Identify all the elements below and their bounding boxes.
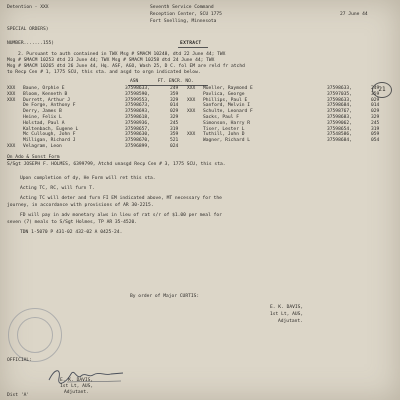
roster-asn: 37598673, — [125, 103, 150, 109]
roster-mark: XXX — [7, 143, 16, 149]
ado-body-line-4: journey, in accordance with provisions of AR 30-2215. — [7, 203, 154, 208]
roster-mark: XXX — [187, 97, 196, 103]
distribution-label: Dist 'A' — [7, 393, 30, 398]
ado-body-line-7: TDN 1-5070 P 431-02 432-02 A 0425-24. — [20, 230, 123, 235]
roster-number: 359 — [170, 91, 179, 97]
roster-asn: 37599553, — [125, 97, 150, 103]
roster-asn: 37548586, — [327, 132, 352, 138]
ado-body-line-5: FD will pay in adv monetary alws in lieu of rat s/r of $1.00 per meal for — [20, 213, 222, 218]
roster-name: Wagner, Richard L — [203, 138, 251, 144]
roster-name: Tiser, Lester L — [203, 126, 245, 132]
extract-title: EXTRACT — [180, 41, 202, 46]
roster-name: Sacks, Paul F — [203, 114, 239, 120]
roster-asn: 37599062, — [327, 120, 352, 126]
signatory-name: E. K. DAVIS, — [270, 305, 304, 310]
roster-number: 245 — [170, 120, 179, 126]
ado-body-line-3: Acting TC will deter and furn FI EM indicated above, MT necessary for the — [20, 196, 222, 201]
roster-name: Tuthill, John D — [203, 132, 245, 138]
roster-number: 521 — [170, 138, 179, 144]
roster-asn: 37598684, — [327, 138, 352, 144]
roster-name: Schulte, Leonard F — [203, 109, 253, 115]
special-orders-label: SPECIAL ORDERS) — [7, 27, 49, 32]
order-number: NUMBER.......155) — [7, 41, 55, 46]
ado-body-line-2: Acting TC, RC, will furn T. — [20, 186, 95, 191]
roster-mark: XXX — [7, 91, 16, 97]
roster-name: Derry, James B — [23, 109, 62, 115]
roster-name: Durrett, Arthur J — [23, 97, 71, 103]
roster-name: Baune, Orphie E — [23, 86, 65, 91]
roster-asn: 37598633, — [327, 97, 352, 103]
roster-number: 329 — [170, 114, 179, 120]
paragraph-line-1: 2. Pursuant to auth contained in TWX Msg # SMACM 10248, dtd 22 June 44; TWX — [18, 52, 226, 57]
roster-name: Phillips, Paul E — [203, 97, 248, 103]
roster-asn: 37598633, — [125, 86, 150, 91]
reception-center: Reception Center, SCU 1775 — [150, 12, 222, 17]
roster-number: 359 — [371, 91, 380, 97]
roster-name: Bloom, Kenneth B — [23, 91, 68, 97]
roster-asn: 37598654, — [327, 126, 352, 132]
roster-name: Simonson, Harry R — [203, 120, 251, 126]
official-signatory-title: Adjutant. — [64, 390, 89, 395]
roster-number: 029 — [371, 97, 380, 103]
roster-number: 029 — [371, 109, 380, 115]
ado-body-line-1: Upon completion of dy, He Form will ret this sta. — [20, 176, 156, 181]
roster-mark: XXX — [7, 86, 16, 91]
post-location: Fort Snelling, Minnesota — [150, 19, 217, 24]
roster-name: Holstad, Paul A — [23, 120, 65, 126]
roster-mark: XXX — [7, 97, 16, 103]
column-headers: ASN FT. ENCR. NO. — [130, 79, 194, 84]
roster-number: 249 — [371, 86, 380, 91]
ado-body-line-6: seven (7) meals to S/Sgt Holmes, TP AR 35-4520. — [7, 220, 137, 225]
roster-asn: 37598683, — [327, 114, 352, 120]
roster-number: 029 — [170, 109, 179, 115]
roster-name: Sanford, Melvin I — [203, 103, 251, 109]
roster-number: 319 — [170, 126, 179, 132]
roster-asn: 37598670, — [125, 138, 150, 144]
roster-name: Mc Cullough, John F — [23, 132, 76, 138]
roster-mark: XXX — [187, 132, 196, 138]
roster-asn: 37598618, — [125, 114, 150, 120]
official-label: OFFICIAL: — [7, 358, 32, 363]
roster-number: 059 — [371, 132, 380, 138]
roster-asn: 37598936, — [125, 120, 150, 126]
roster-mark: XXX — [187, 86, 196, 91]
roster-number: 024 — [170, 143, 179, 149]
roster-asn: 37596899, — [125, 143, 150, 149]
roster-number: 359 — [170, 132, 179, 138]
circled-annotation: 21 — [372, 82, 392, 98]
ado-assignment-line: S/Sgt JOSEPH F. HOLMES, 6399799, Atchd unasgd Recp Cen # 3, 1775 SCU, this sta. — [7, 162, 226, 167]
official-stamp — [8, 308, 62, 362]
roster-asn: 37598684, — [327, 103, 352, 109]
roster-mark: XXX — [187, 109, 196, 115]
roster-asn: 37598590, — [125, 91, 150, 97]
roster-asn: 37598693, — [125, 109, 150, 115]
roster-number: 054 — [371, 138, 380, 144]
roster-number: 249 — [170, 86, 179, 91]
roster-name: Pavlica, George — [203, 91, 245, 97]
roster-name: De Forge, Anthony F — [23, 103, 76, 109]
roster-asn: 37598767, — [327, 109, 352, 115]
roster-name: Kaltenbach, Eugene L — [23, 126, 79, 132]
roster-asn: 37598630, — [125, 132, 150, 138]
roster-number: 245 — [371, 120, 380, 126]
roster-number: 319 — [371, 126, 380, 132]
paragraph-line-2: Msg # SMACM 10253 dtd 23 June 44; TWX Msg # SMACM 10258 dtd 24 June 44; TWX — [7, 58, 215, 63]
roster-number: 014 — [170, 103, 179, 109]
roster-number: 014 — [371, 103, 380, 109]
paragraph-line-4: to Recp Cen # 1, 1775 SCU, this sta. and asgd to orgn indicated below. — [7, 70, 201, 75]
title-underline — [178, 47, 208, 48]
roster-name: Milligan, Richard J — [23, 138, 76, 144]
signatory-title: Adjutant. — [278, 319, 303, 324]
roster-name: Heine, Felix L — [23, 114, 62, 120]
by-order-line: By order of Major CURTIS: — [130, 294, 200, 299]
roster-name: Velagram, Leon — [23, 143, 62, 149]
order-date: 27 June 44 — [340, 12, 368, 17]
signatory-rank: 1st Lt, AUS, — [270, 312, 304, 317]
roster-asn: 37598657, — [125, 126, 150, 132]
roster-name: Mueller, Raymond E — [203, 86, 253, 91]
roster-number: 329 — [170, 97, 179, 103]
ado-heading: On Ado & Sonst Form — [7, 155, 60, 160]
paragraph-line-3: Msg # SMACM 10265 dtd 26 June 44, Hq. ASF, AGO, Wash 25, D C. fol EM are reld fr atchd — [7, 64, 245, 69]
official-signatory-name: E. K. DAVIS, — [60, 378, 94, 383]
detention-label: Detention - XXX — [7, 5, 49, 10]
official-signatory-rank: 1st Lt, AUS, — [60, 384, 94, 389]
command-name: Seventh Service Command — [150, 5, 214, 10]
roster-asn: 37597035, — [327, 91, 352, 97]
roster-asn: 37598633, — [327, 86, 352, 91]
roster-number: 329 — [371, 114, 380, 120]
